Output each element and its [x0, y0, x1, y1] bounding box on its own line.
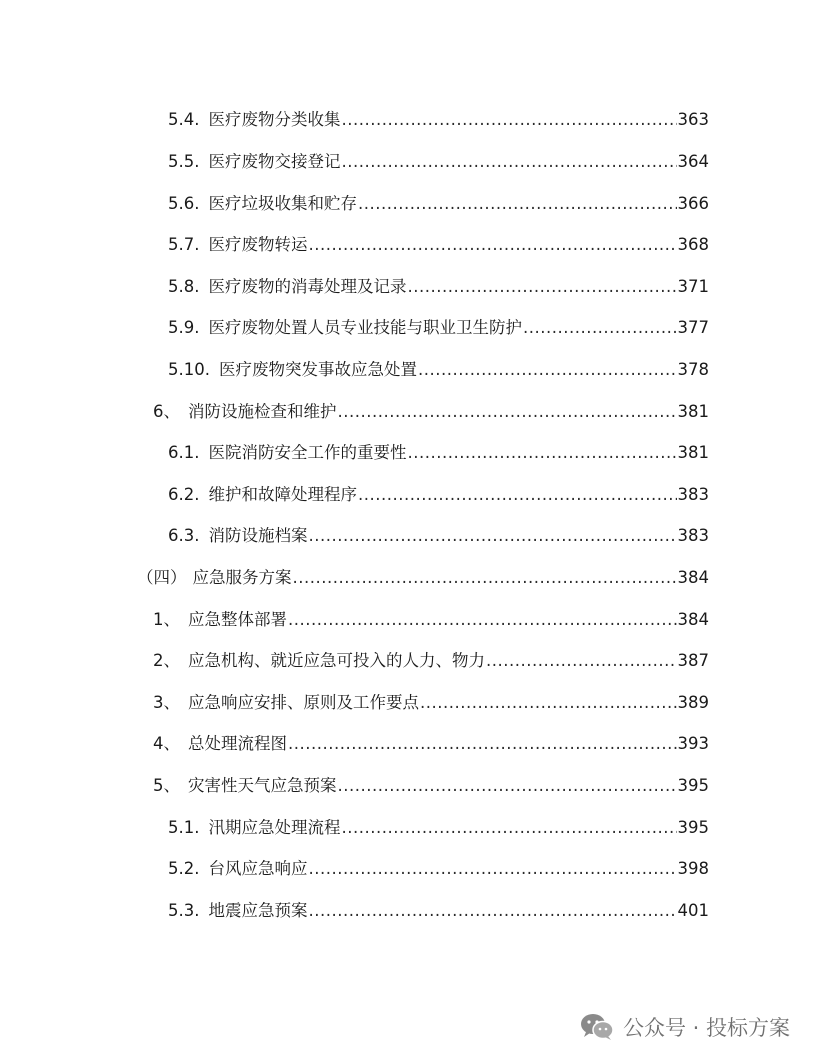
toc-entry[interactable] — [137, 562, 709, 588]
toc-entry-title: 医疗废物交接登记 — [208, 152, 341, 171]
toc-dot-leader — [420, 693, 677, 713]
toc-dot-leader — [288, 610, 677, 630]
toc-entry-number: 6.3. — [168, 526, 200, 545]
toc-entry-page: 371 — [677, 277, 709, 296]
toc-entry-title: 医疗废物处置人员专业技能与职业卫生防护 — [208, 318, 522, 337]
toc-entry-page: 366 — [677, 194, 709, 213]
toc-entry-title: 消防设施档案 — [208, 526, 308, 545]
toc-entry-page: 393 — [677, 734, 709, 753]
toc-dot-leader — [408, 443, 677, 463]
toc-entry-page: 381 — [677, 443, 709, 462]
toc-entry-title: 灾害性天气应急预案 — [188, 776, 337, 795]
toc-entry-number: 6、 — [153, 402, 180, 421]
toc-entry-number: 5.8. — [168, 277, 200, 296]
toc-entry[interactable] — [168, 895, 709, 921]
toc-entry-number: 5.7. — [168, 235, 200, 254]
toc-dot-leader — [338, 776, 677, 796]
toc-entry[interactable] — [168, 520, 709, 546]
toc-entry-number: 3、 — [153, 693, 180, 712]
toc-entry-number: 1、 — [153, 610, 180, 629]
toc-entry-page: 368 — [677, 235, 709, 254]
toc-entry[interactable] — [168, 271, 709, 297]
toc-entry-title: 维护和故障处理程序 — [208, 485, 357, 504]
toc-entry-title: 应急整体部署 — [188, 610, 287, 629]
toc-entry[interactable] — [168, 146, 709, 172]
toc-entry-title: 医院消防安全工作的重要性 — [208, 443, 407, 462]
toc-entry-page: 395 — [677, 776, 709, 795]
wechat-icon — [579, 1012, 615, 1042]
toc-entry-page: 378 — [677, 360, 709, 379]
toc-dot-leader — [309, 859, 677, 879]
toc-entry-title: 台风应急响应 — [208, 859, 308, 878]
toc-entry-number: 5.6. — [168, 194, 200, 213]
toc-dot-leader — [309, 526, 677, 546]
toc-entry-page: 381 — [677, 402, 709, 421]
toc-entry-number: 6.2. — [168, 485, 200, 504]
toc-entry-number: 5.10. — [168, 360, 210, 379]
toc-dot-leader — [342, 152, 677, 172]
toc-entry[interactable] — [153, 728, 709, 754]
toc-entry-title: 应急服务方案 — [192, 568, 292, 587]
toc-entry-page: 387 — [677, 651, 709, 670]
toc-entry[interactable] — [168, 188, 709, 214]
toc-entry-title: 医疗废物的消毒处理及记录 — [208, 277, 407, 296]
toc-entry-number: 5.4. — [168, 110, 200, 129]
toc-entry-title: 汛期应急处理流程 — [208, 818, 341, 837]
toc-dot-leader — [408, 277, 677, 297]
toc-entry-page: 383 — [677, 526, 709, 545]
toc-entry-page: 401 — [677, 901, 709, 920]
toc-entry-number: 5.9. — [168, 318, 200, 337]
toc-dot-leader — [293, 568, 677, 588]
toc-entry[interactable] — [168, 853, 709, 879]
toc-entry-page: 377 — [677, 318, 709, 337]
toc-entry-page: 389 — [677, 693, 709, 712]
toc-entry-page: 363 — [677, 110, 709, 129]
toc-dot-leader — [523, 318, 677, 338]
toc-entry-title: 总处理流程图 — [188, 734, 287, 753]
toc-entry[interactable] — [153, 687, 709, 713]
toc-entry-title: 消防设施检查和维护 — [188, 402, 337, 421]
toc-entry-title: 医疗废物突发事故应急处置 — [218, 360, 417, 379]
toc-entry-title: 医疗废物分类收集 — [208, 110, 341, 129]
toc-dot-leader — [418, 360, 677, 380]
toc-entry-title: 医疗废物转运 — [208, 235, 308, 254]
toc-entry-number: 5.2. — [168, 859, 200, 878]
toc-entry-number: 2、 — [153, 651, 180, 670]
toc-entry[interactable] — [153, 770, 709, 796]
toc-entry-page: 383 — [677, 485, 709, 504]
toc-entry[interactable] — [168, 104, 709, 130]
toc-entry[interactable] — [168, 354, 709, 380]
toc-dot-leader — [309, 901, 677, 921]
toc-dot-leader — [486, 651, 677, 671]
toc-entry-number: 5.5. — [168, 152, 200, 171]
toc-entry[interactable] — [168, 229, 709, 255]
toc-dot-leader — [342, 110, 677, 130]
toc-entry-number: 6.1. — [168, 443, 200, 462]
toc-entry-number: 5.3. — [168, 901, 200, 920]
toc-dot-leader — [342, 818, 677, 838]
toc-entry-number: 5、 — [153, 776, 180, 795]
toc-entry-title: 地震应急预案 — [208, 901, 308, 920]
toc-entry[interactable] — [153, 604, 709, 630]
toc-dot-leader — [338, 402, 677, 422]
toc-entry[interactable] — [168, 437, 709, 463]
toc-dot-leader — [309, 235, 677, 255]
toc-entry[interactable] — [168, 812, 709, 838]
watermark — [579, 1012, 790, 1042]
toc-entry[interactable] — [168, 312, 709, 338]
toc-entry-number: 4、 — [153, 734, 180, 753]
toc-entry[interactable] — [153, 396, 709, 422]
toc-entry-number: 5.1. — [168, 818, 200, 837]
toc-entry[interactable] — [168, 479, 709, 505]
toc-entry-title: 应急响应安排、原则及工作要点 — [188, 693, 419, 712]
toc-entry-title: 医疗垃圾收集和贮存 — [208, 194, 357, 213]
watermark-text: 公众号 · 投标方案 — [622, 1016, 790, 1040]
toc-entry-number: （四） — [137, 568, 187, 587]
toc-entry[interactable] — [153, 645, 709, 671]
toc-entry-page: 384 — [677, 568, 709, 587]
toc-dot-leader — [288, 734, 677, 754]
toc-entry-page: 364 — [677, 152, 709, 171]
toc-entry-title: 应急机构、就近应急可投入的人力、物力 — [188, 651, 485, 670]
toc-entry-page: 395 — [677, 818, 709, 837]
toc-dot-leader — [358, 194, 677, 214]
toc-dot-leader — [358, 485, 677, 505]
toc-entry-page: 398 — [677, 859, 709, 878]
toc-entry-page: 384 — [677, 610, 709, 629]
